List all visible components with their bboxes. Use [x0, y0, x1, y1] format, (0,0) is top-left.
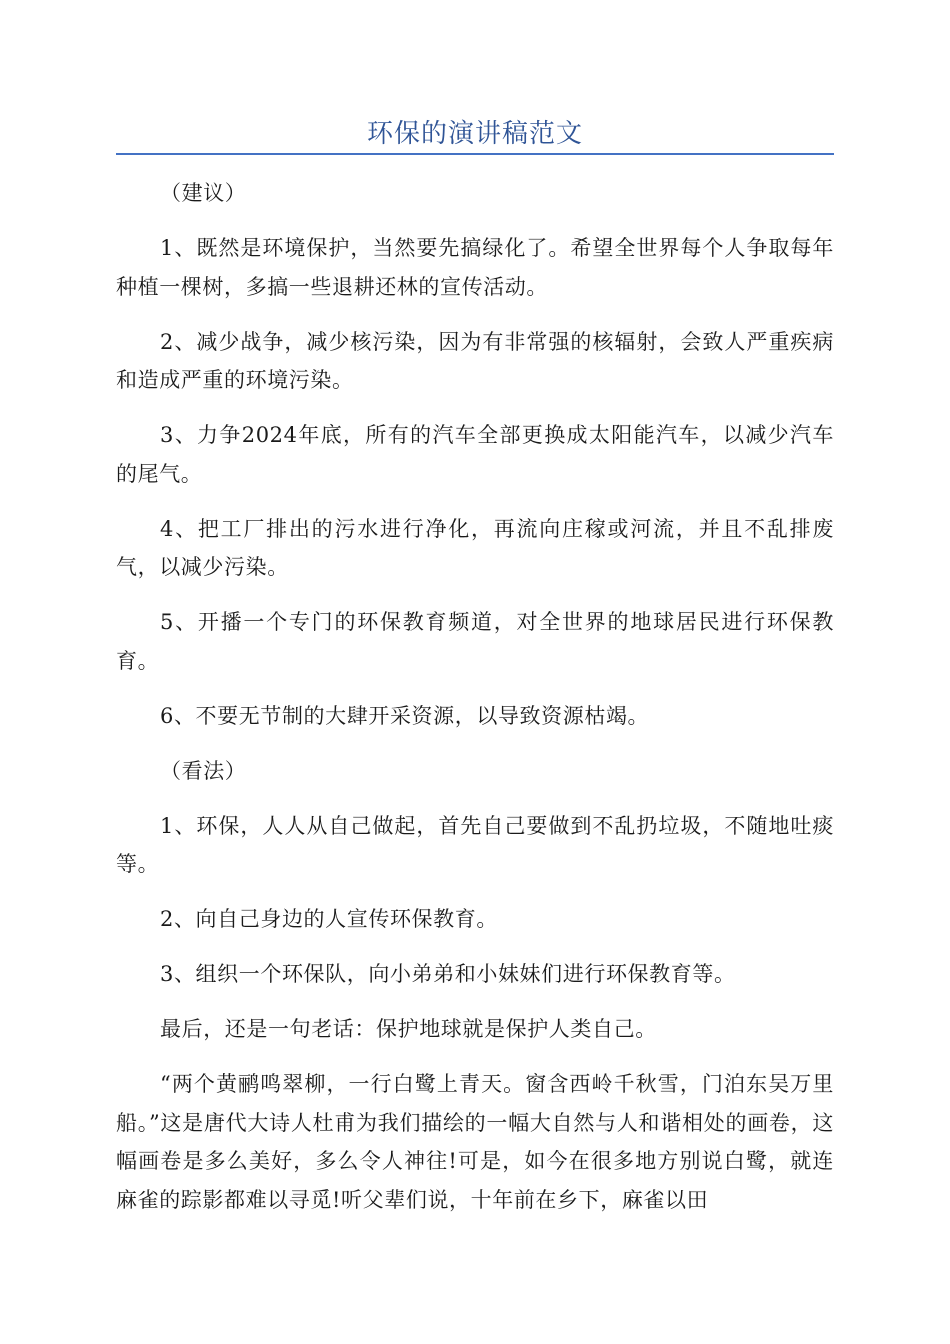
paragraph: 最后，还是一句老话：保护地球就是保护人类自己。 — [160, 1017, 657, 1041]
section-heading-suggestions: （建议） — [160, 181, 247, 205]
paragraph: 3、组织一个环保队，向小弟弟和小妹妹们进行环保教育等。 — [160, 962, 736, 986]
title-underline — [116, 153, 834, 155]
paragraph: 1、环保，人人从自己做起，首先自己要做到不乱扔垃圾，不随地吐痰等。 — [116, 813, 834, 876]
paragraph: 2、减少战争，减少核污染，因为有非常强的核辐射，会致人严重疾病和造成严重的环境污染。 — [116, 329, 834, 392]
paragraph: 2、向自己身边的人宣传环保教育。 — [160, 907, 498, 931]
section-heading-views: （看法） — [160, 758, 247, 783]
paragraph: “两个黄鹂鸣翠柳，一行白鹭上青天。窗含西岭千秋雪，门泊东吴万里船。”这是唐代大诗人杜甫为我们描绘的一幅大自然与人和谐相处的画卷，这幅画卷是多么美好，多么令人神往!可是，如今在很多地方别说白鹭，就连麻雀的踪影都难以寻觅!听父辈们说，十年前在乡下，麻雀以田 — [116, 1072, 834, 1212]
document-body — [116, 174, 834, 1236]
paragraph: 1、既然是环境保护，当然要先搞绿化了。希望全世界每个人争取每年种植一棵树，多搞一些退耕还林的宣传活动。 — [116, 236, 834, 299]
paragraph: 6、不要无节制的大肆开采资源，以导致资源枯竭。 — [160, 703, 650, 728]
paragraph: 4、把工厂排出的污水进行净化，再流向庄稼或河流，并且不乱排废气，以减少污染。 — [116, 516, 834, 579]
paragraph: 3、力争2024年底，所有的汽车全部更换成太阳能汽车，以减少汽车的尾气。 — [116, 423, 834, 486]
document-title: 环保的演讲稿范文 — [366, 119, 583, 149]
paragraph: 5、开播一个专门的环保教育频道，对全世界的地球居民进行环保教育。 — [116, 610, 834, 673]
